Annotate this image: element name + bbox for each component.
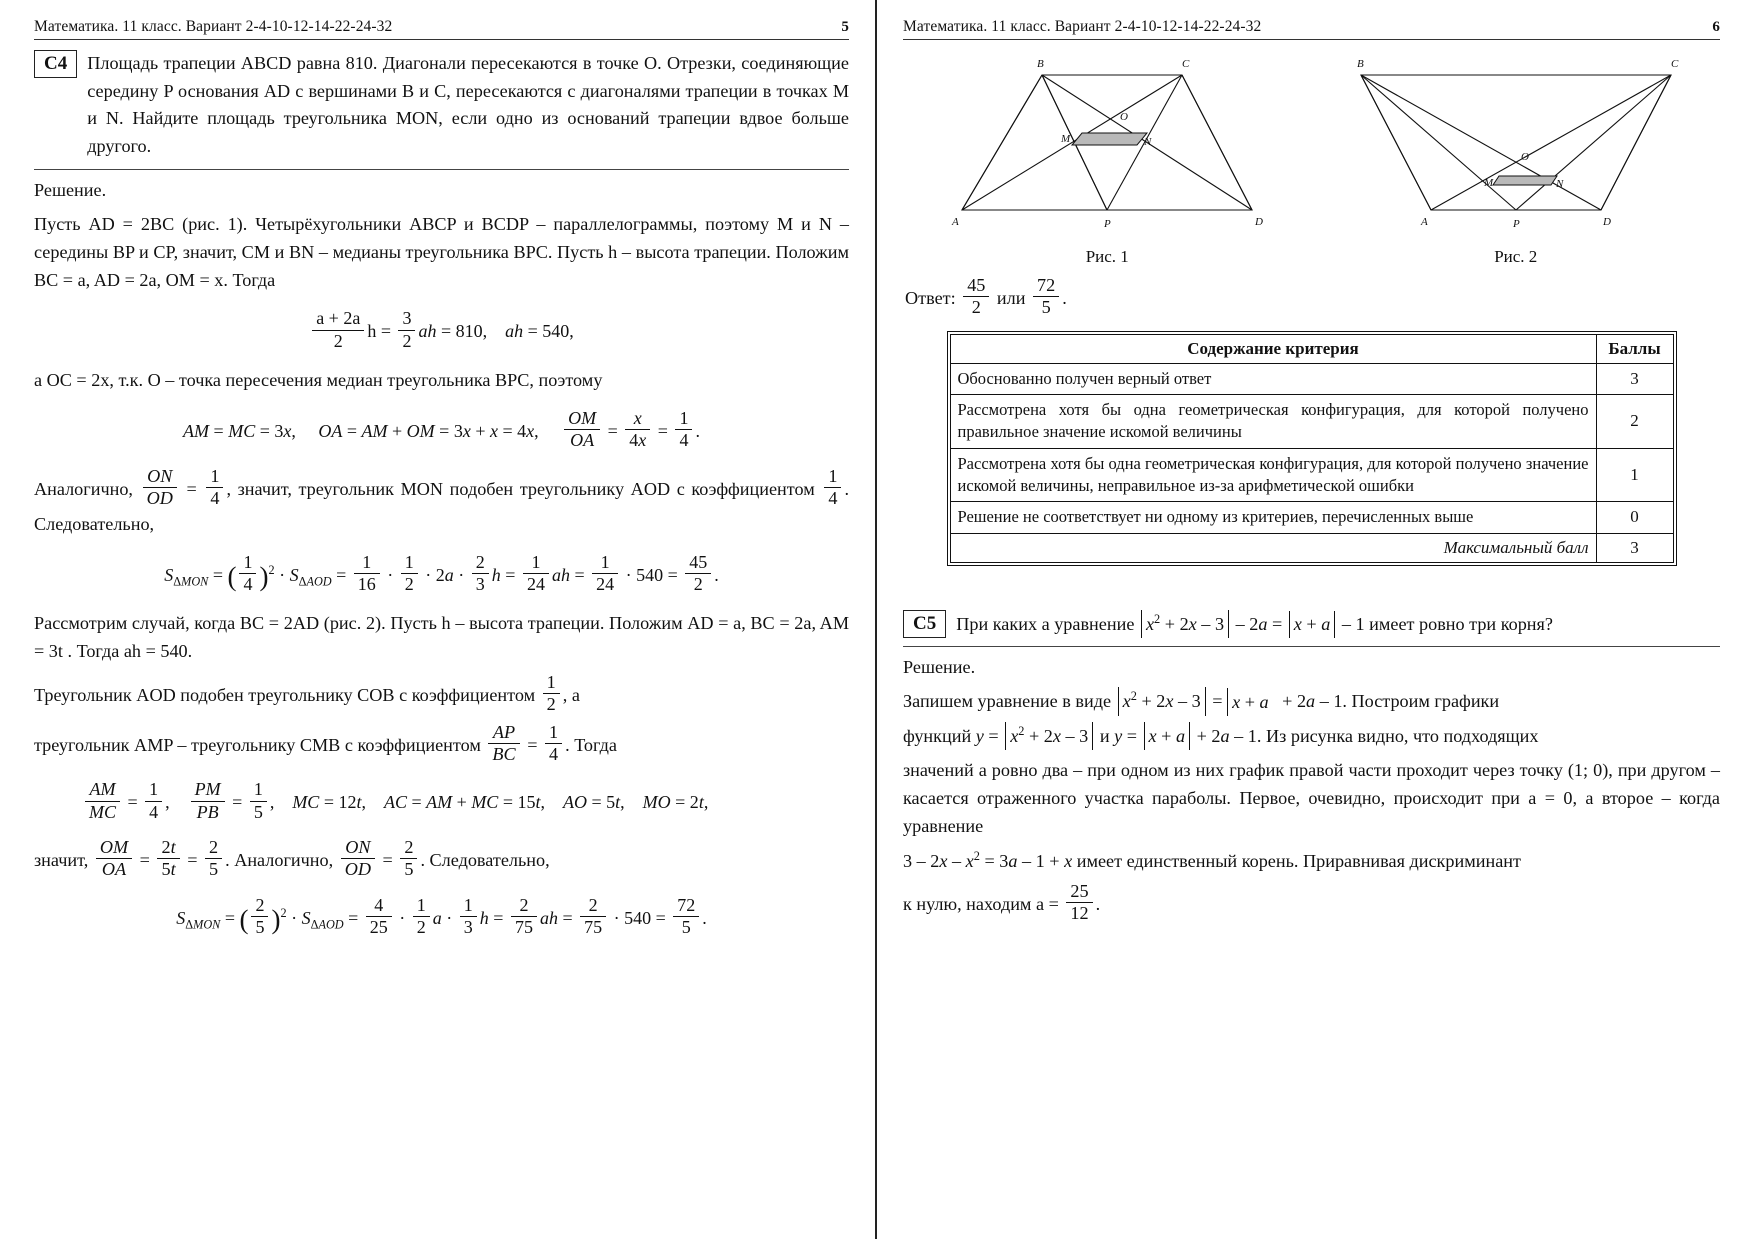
fig2-label-B: B xyxy=(1356,58,1364,70)
criteria-max-points: 3 xyxy=(1596,533,1673,562)
c5-solution-label: Решение. xyxy=(903,657,976,678)
header-divider xyxy=(34,39,849,40)
criteria-text: Обоснованно получен верный ответ xyxy=(950,363,1596,394)
figure-2 xyxy=(1341,50,1691,267)
criteria-header-row xyxy=(950,334,1673,363)
c5-statement-b: имеет ровно три корня? xyxy=(1369,613,1553,634)
p3-text-b: , значит, треугольник MON подобен треугольнику AOD с xyxy=(226,478,685,499)
p6-text-a: треугольник AMP – треугольнику CMB с коэффициентом xyxy=(34,734,481,755)
solution-paragraph-2: а OC = 2x, т.к. O – точка пересечения медиан треугольника BPC, поэтому xyxy=(34,369,603,390)
fig1-label-P: P xyxy=(1104,218,1111,230)
equation-2: AM = MC = 3x, OA = AM + OM = 3x + x = 4x, $\frac{OM}{OA}$ = $\frac{x}{4x}$ = $\frac{1}{4}$ . xyxy=(183,408,700,451)
solution-paragraph-4: Рассмотрим случай, когда BC = 2AD (рис. 2). Пусть h – высота трапеции. Положим AD = a, BC = 2a, AM = 3t . Тогда ah = 540. xyxy=(34,613,849,662)
p7-text-c: . Следовательно, xyxy=(420,849,550,870)
criteria-points: 1 xyxy=(1596,448,1673,502)
c5-p4-a: имеет единственный корень. Приравнивая дискриминант xyxy=(1076,850,1521,871)
header-divider xyxy=(903,39,1720,40)
figures-row xyxy=(903,50,1720,267)
task-statement-c5: При каких a уравнение $x^2 + 2x - 3 - 2a = x + a - 1$ имеет ровно три корня? xyxy=(956,610,1553,639)
answer-label: Ответ: xyxy=(905,288,956,309)
figure-2-caption: Рис. 2 xyxy=(1494,247,1538,266)
page-header-title: Математика. 11 класс. Вариант 2-4-10-12-14-22-24-32 xyxy=(903,18,1262,35)
criteria-table-box xyxy=(947,331,1677,566)
fig1-label-D: D xyxy=(1255,216,1264,228)
fig1-label-B: B xyxy=(1037,58,1044,70)
fig2-label-M: M xyxy=(1483,177,1493,189)
table-row xyxy=(950,363,1673,394)
c5-p2-b: и xyxy=(1099,725,1110,746)
c5-p2-a: функций xyxy=(903,725,972,746)
p7-text-a: значит, xyxy=(34,849,89,870)
fig2-label-P: P xyxy=(1512,218,1520,230)
p3-text-a: Аналогично, xyxy=(34,478,133,499)
figure-1-svg xyxy=(932,50,1282,240)
c5-p2-c: . Из рисунка видно, что подходящих xyxy=(1256,725,1539,746)
solution-paragraph-3: Аналогично, $\frac{ON}{OD}$ = $\frac{1}{4}$ , значит, треугольник MON подобен треугольнику AOD с коэффициентом $\frac{1}{4}$ . Следовательно, xyxy=(34,465,850,534)
page-number: 6 xyxy=(1712,19,1720,35)
criteria-max-row xyxy=(950,533,1673,562)
page-header-title: Математика. 11 класс. Вариант 2-4-10-12-14-22-24-32 xyxy=(34,18,393,35)
criteria-max-label: Максимальный балл xyxy=(950,533,1596,562)
fig1-label-C: C xyxy=(1182,58,1190,70)
task-c4 xyxy=(34,50,849,161)
c5-paragraph-2: функций $y = x^2 + 2x - 3$ и y = x + a + 2a – 1. Из рисунка видно, что подходящих xyxy=(903,722,1720,750)
solution-paragraph-6: треугольник AMP – треугольнику CMB с коэффициентом $\frac{AP}{BC}$ = $\frac{1}{4}$ . Тогда xyxy=(34,721,617,764)
equation-3: $S_{\Delta MON}$ = ( $\frac{1}{4}$ )$^2 \cdot S_{\Delta AOD}$ = $\frac{1}{16}$ · $\frac{1}{2}$ · 2a · $\frac{2}{3}$ h = $\frac{1}{24}$ ah = $\frac{1}{24}$ · 540 = $\frac{45}{2}$ . xyxy=(164,551,719,594)
task-statement-text: Площадь трапеции ABCD равна 810. Диагонали пересекаются в точке O. Отрезки, соединяющие середину P основания AD с вершинами B и C, пересекаются с диагоналями трапеции в точках M и N. Найдите площадь треугольника MON, если одно из оснований трапеции вдвое больше другого. xyxy=(87,53,849,156)
fig1-label-M: M xyxy=(1061,133,1071,145)
criteria-points: 3 xyxy=(1596,363,1673,394)
page-right xyxy=(877,0,1754,1239)
p5-text-a: Треугольник AOD подобен треугольнику COB с коэффициентом xyxy=(34,684,536,705)
p6-text-b: . Тогда xyxy=(565,734,617,755)
task-statement-c4 xyxy=(87,50,849,161)
page-header-right xyxy=(903,18,1720,36)
c5-p5-b: . xyxy=(1095,893,1101,914)
fig2-label-D: D xyxy=(1602,216,1611,228)
criteria-text: Решение не соответствует ни одному из критериев, перечисленных выше xyxy=(950,502,1596,533)
criteria-header-content: Содержание критерия xyxy=(950,334,1596,363)
fig1-label-A: A xyxy=(952,216,959,228)
statement-rule xyxy=(34,169,849,170)
criteria-text: Рассмотрена хотя бы одна геометрическая конфигурация, для которой получено значение искомой величины, неправильное из-за арифметической ошибки xyxy=(950,448,1596,502)
solution-paragraph-7: значит, $\frac{OM}{OA}$ = $\frac{2t}{5t}$ = $\frac{2}{5}$ . Аналогично, $\frac{ON}{OD}$ = $\frac{2}{5}$ . Следовательно, xyxy=(34,836,550,880)
criteria-text: Рассмотрена хотя бы одна геометрическая конфигурация, для которой получено правильное значение искомой величины xyxy=(950,395,1596,449)
statement-rule-c5 xyxy=(903,646,1720,647)
p3-text-d: . Следовательно, xyxy=(34,478,850,534)
task-c5 xyxy=(903,610,1720,639)
answer-line: Ответ: $\frac{45}{2}$ или $\frac{72}{5}$ . xyxy=(905,275,1067,318)
criteria-table xyxy=(950,334,1674,563)
equation-5: $S_{\Delta MON}$ = ( $\frac{2}{5}$ )$^2 \cdot S_{\Delta AOD}$ = $\frac{4}{25}$ · $\frac{1}{2}$ a · $\frac{1}{3}$ h = $\frac{2}{75}$ ah = $\frac{2}{75}$ · 540 = $\frac{72}{5}$ . xyxy=(176,894,707,938)
equation-1: $\frac{a + 2a}{2}$ h = $\frac{3}{2}$ ah = 810, ah = 540, xyxy=(34,308,849,351)
c5-statement-a: При каких a уравнение xyxy=(956,613,1135,634)
fig2-label-N: N xyxy=(1555,178,1564,190)
fig1-label-N: N xyxy=(1144,136,1152,148)
c5-p1-a: Запишем уравнение в виде xyxy=(903,691,1112,712)
fig2-label-O: O xyxy=(1520,151,1529,163)
task-tag-c4: С4 xyxy=(34,50,77,78)
solution-paragraph-5: Треугольник AOD подобен треугольнику COB с коэффициентом $\frac{1}{2}$ , а xyxy=(34,671,580,715)
page-header-left xyxy=(34,18,849,36)
criteria-points: 2 xyxy=(1596,395,1673,449)
criteria-points: 0 xyxy=(1596,502,1673,533)
c5-paragraph-4: $3 - 2x - x^2 = 3a - 1 + x$ имеет единственный корень. Приравнивая дискриминант xyxy=(903,848,1521,871)
c5-p5-a: к нулю, находим a = xyxy=(903,893,1059,914)
figure-1 xyxy=(932,50,1282,267)
solution-label: Решение. xyxy=(34,179,107,200)
page-number: 5 xyxy=(841,19,849,35)
fig1-label-O: O xyxy=(1120,111,1129,123)
figure-1-caption: Рис. 1 xyxy=(1085,247,1129,266)
fig2-label-A: A xyxy=(1420,216,1428,228)
c5-paragraph-5: к нулю, находим a = $\frac{25}{12}$ . xyxy=(903,880,1101,924)
figure-2-svg xyxy=(1341,50,1691,240)
fig2-label-C: C xyxy=(1670,58,1679,70)
c5-paragraph-1: Запишем уравнение в виде $x^2 + 2x - 3 = x + a + 2a - 1$. Построим графики xyxy=(903,687,1720,715)
p5-text-b: , а xyxy=(562,684,580,705)
p3-text-c: коэффициентом xyxy=(691,478,815,499)
task-tag-c5: С5 xyxy=(903,610,946,638)
c5-paragraph-3: значений a ровно два – при одном из них график правой части проходит через точку (1; 0), при другом – касается отраженного участка параболы. Первое, очевидно, происходит при a = 0, а второе – когда уравнение xyxy=(903,759,1720,837)
table-row xyxy=(950,502,1673,533)
answer-end: . xyxy=(1062,288,1067,309)
answer-or: или xyxy=(996,288,1026,309)
solution-paragraph-1: Пусть AD = 2BC (рис. 1). Четырёхугольники ABCP и BCDP – параллелограммы, поэтому M и N – середины BP и CP, значит, CM и BN – медианы треугольника BPC. Пусть h – высота трапеции. Положим BC = a, AD = 2a, OM = x. Тогда xyxy=(34,213,849,291)
equation-4: $\frac{AM}{MC}$ = $\frac{1}{4}$ , $\frac{PM}{PB}$ = $\frac{1}{5}$ , MC = 12t, AC = AM + MC = 15t, AO = 5t, MO = 2t, xyxy=(82,779,849,822)
p7-text-b: . Аналогично, xyxy=(225,849,334,870)
table-row xyxy=(950,395,1673,449)
table-row xyxy=(950,448,1673,502)
c5-p1-b: . Построим графики xyxy=(1342,691,1500,712)
criteria-header-points: Баллы xyxy=(1596,334,1673,363)
